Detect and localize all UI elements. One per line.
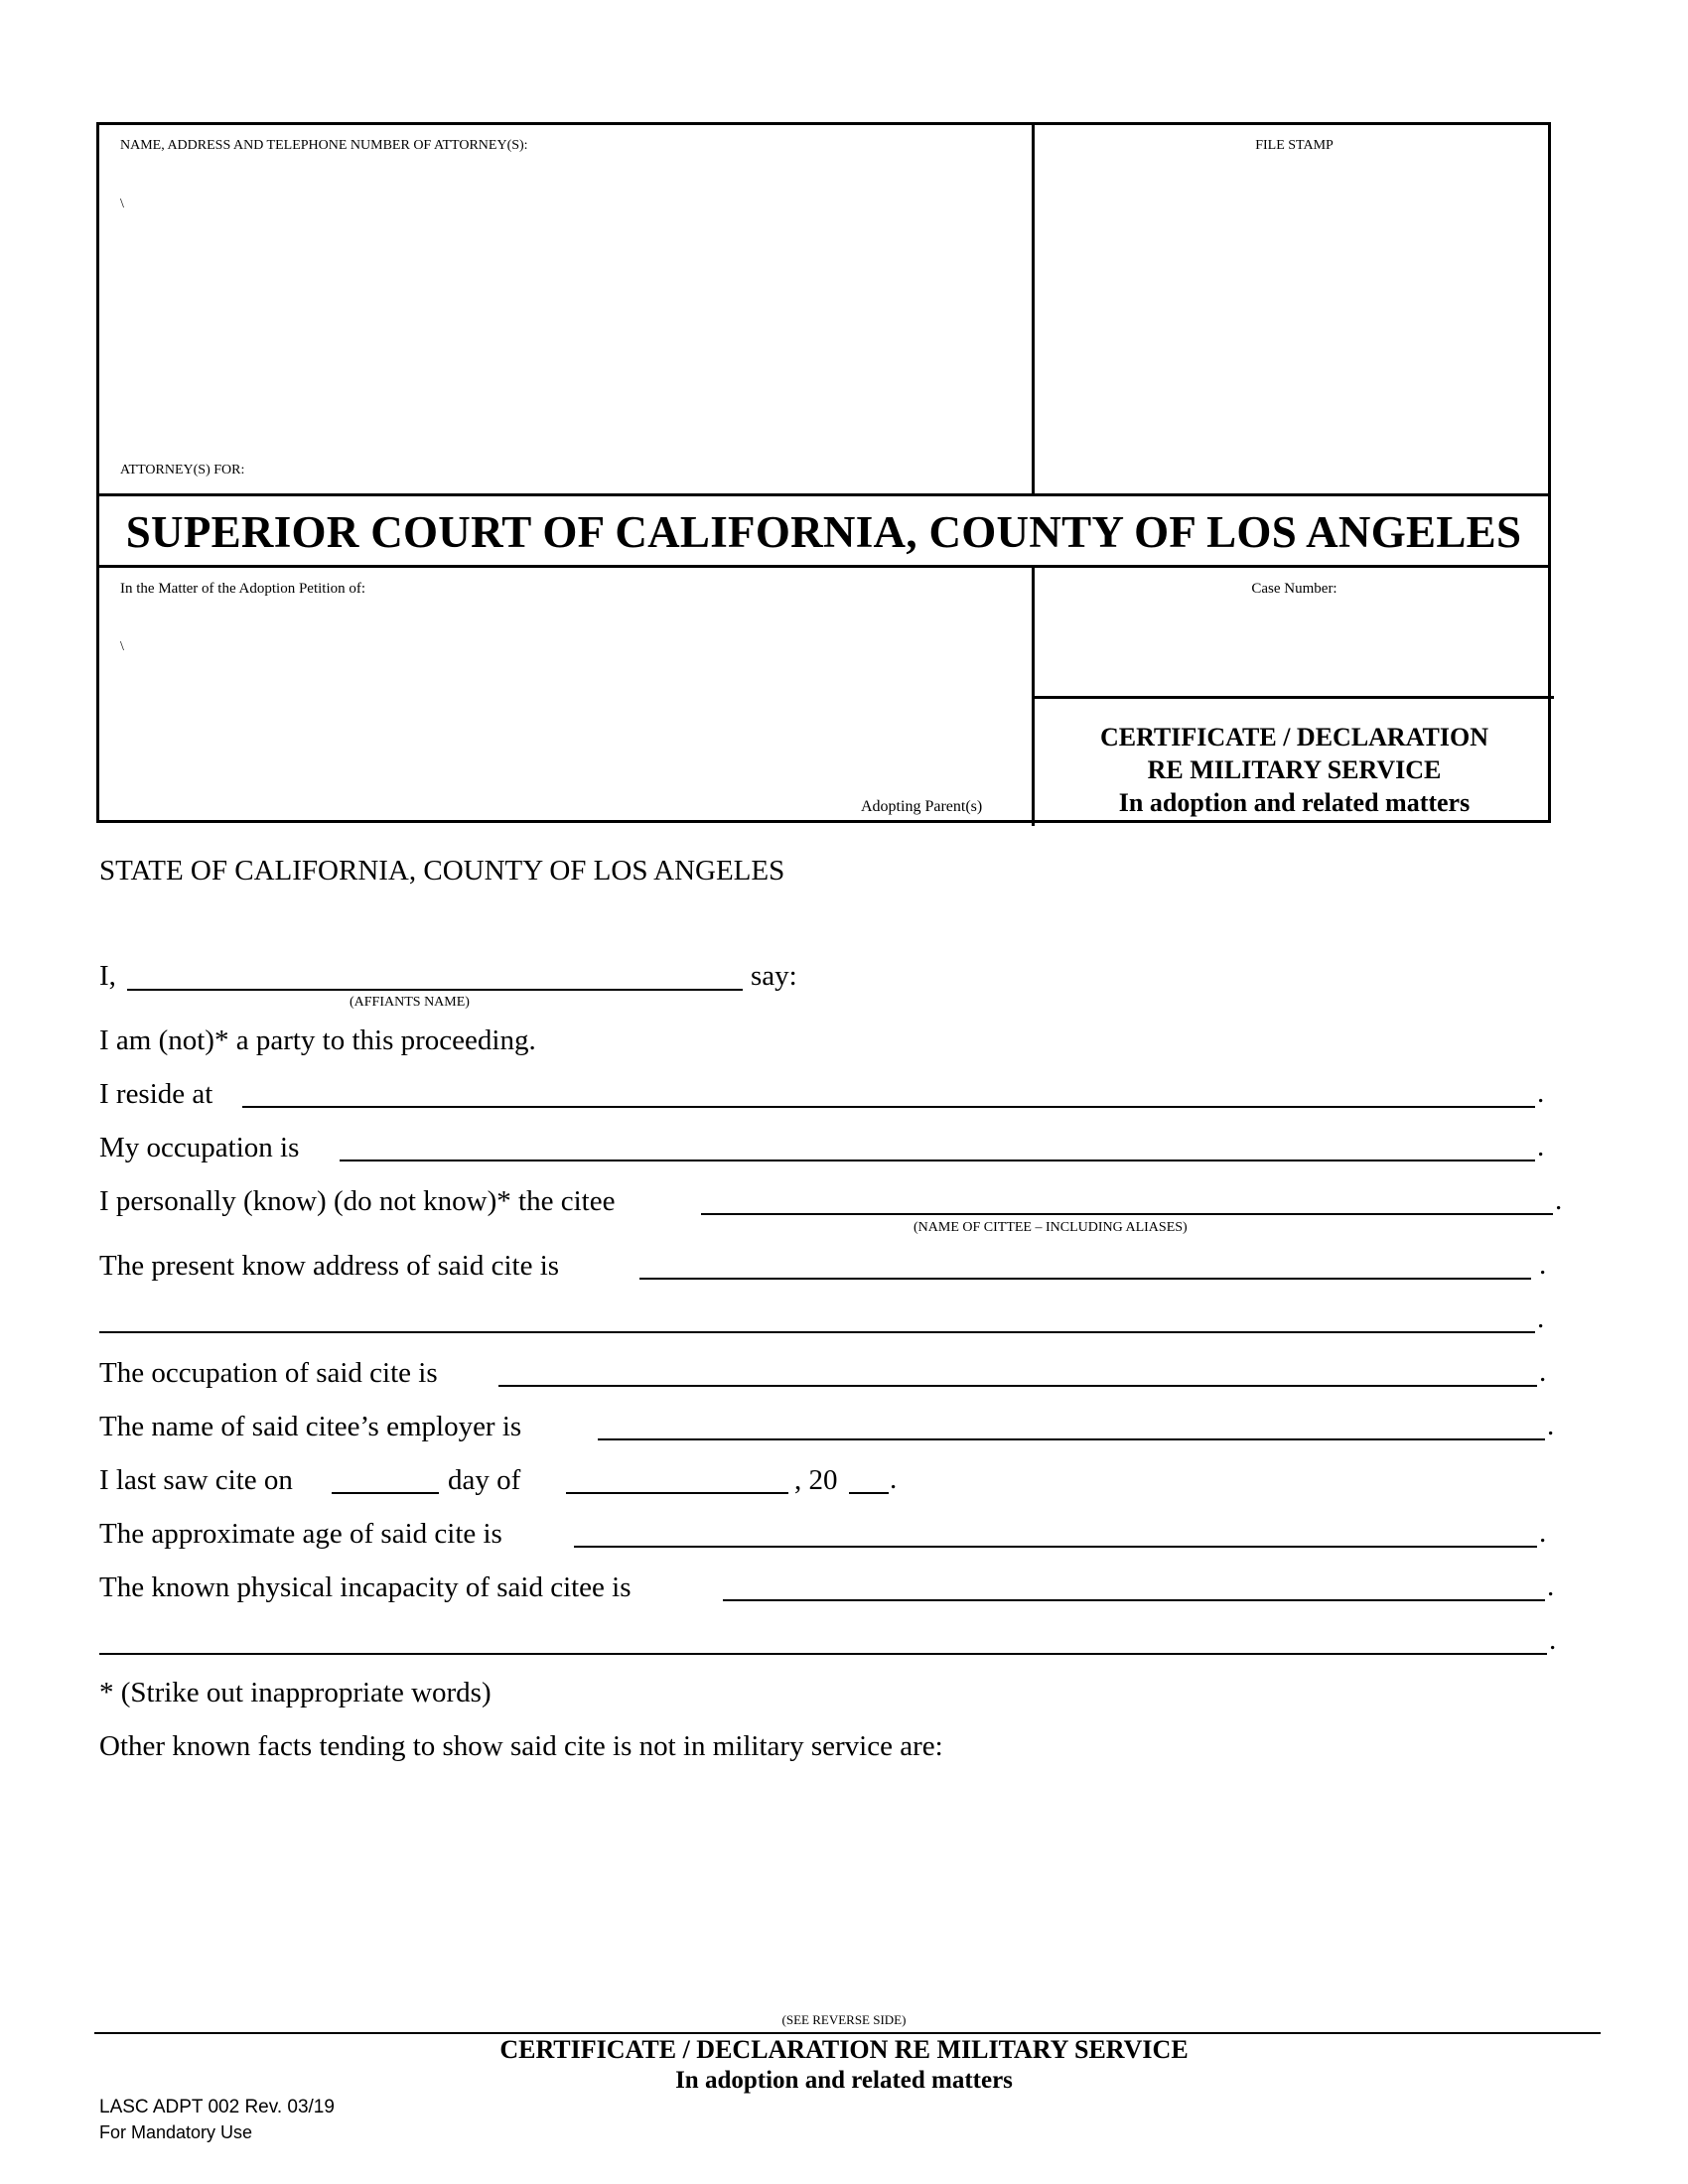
attorney-mark: \ xyxy=(120,197,124,211)
citee-name-field[interactable] xyxy=(701,1213,1553,1215)
period: . xyxy=(1537,1131,1545,1162)
period: . xyxy=(1539,1249,1547,1281)
know-citee-label: I personally (know) (do not know)* the citee xyxy=(99,1185,616,1217)
cert-title-line1: CERTIFICATE / DECLARATION xyxy=(1099,723,1489,751)
day-of-label: day of xyxy=(448,1464,521,1496)
residence-field[interactable] xyxy=(242,1106,1535,1108)
incapacity-label: The known physical incapacity of said citee is xyxy=(99,1571,632,1603)
attorney-for-label: ATTORNEY(S) FOR: xyxy=(120,463,245,478)
period: . xyxy=(1555,1184,1563,1216)
mandatory-use: For Mandatory Use xyxy=(99,2122,253,2142)
other-facts-label: Other known facts tending to show said cite is not in military service are: xyxy=(99,1730,943,1762)
age-field[interactable] xyxy=(574,1546,1537,1548)
last-saw-day-field[interactable] xyxy=(332,1492,439,1494)
last-saw-year-field[interactable] xyxy=(849,1492,889,1494)
adoption-petition-field[interactable] xyxy=(113,607,1017,785)
last-saw-month-field[interactable] xyxy=(566,1492,788,1494)
divider xyxy=(99,565,1548,568)
attorney-label: NAME, ADDRESS AND TELEPHONE NUMBER OF ATTORNEY(S): xyxy=(120,138,528,153)
i-prefix: I, xyxy=(99,960,116,992)
court-title: SUPERIOR COURT OF CALIFORNIA, COUNTY OF LOS ANGELES xyxy=(125,507,1522,557)
period: . xyxy=(890,1463,898,1495)
adopting-parents-label: Adopting Parent(s) xyxy=(861,798,983,815)
state-county-line: STATE OF CALIFORNIA, COUNTY OF LOS ANGELES xyxy=(99,855,785,887)
period: . xyxy=(1547,1570,1555,1602)
period: . xyxy=(1537,1077,1545,1109)
citee-occupation-field[interactable] xyxy=(498,1385,1537,1387)
occupation-label: My occupation is xyxy=(99,1132,300,1163)
employer-field[interactable] xyxy=(598,1438,1545,1440)
cert-title-line3: In adoption and related matters xyxy=(1118,788,1471,817)
divider xyxy=(99,493,1548,496)
citee-address-label: The present know address of said cite is xyxy=(99,1250,560,1282)
period: . xyxy=(1547,1410,1555,1441)
occupation-field[interactable] xyxy=(340,1160,1535,1161)
reside-label: I reside at xyxy=(99,1078,213,1110)
affiant-name-field[interactable] xyxy=(127,989,743,991)
period: . xyxy=(1539,1356,1547,1388)
citee-address-field-line2[interactable] xyxy=(99,1331,1535,1333)
caption-table xyxy=(96,122,1551,823)
cert-title-line2: RE MILITARY SERVICE xyxy=(1147,755,1442,784)
case-number-field[interactable] xyxy=(1053,607,1539,686)
matter-mark: \ xyxy=(120,639,124,654)
strike-note: * (Strike out inappropriate words) xyxy=(99,1677,492,1708)
divider xyxy=(1032,125,1035,494)
affiant-caption: (AFFIANTS NAME) xyxy=(350,995,470,1010)
period: . xyxy=(1549,1624,1557,1656)
say-suffix: say: xyxy=(751,960,797,992)
case-number-label: Case Number: xyxy=(1251,581,1337,597)
year-prefix: , 20 xyxy=(794,1464,838,1496)
form-code: LASC ADPT 002 Rev. 03/19 xyxy=(99,2097,335,2117)
period: . xyxy=(1539,1517,1547,1549)
file-stamp-label: FILE STAMP xyxy=(1255,138,1334,153)
incapacity-field-line2[interactable] xyxy=(99,1653,1547,1655)
footer-title-line2: In adoption and related matters xyxy=(675,2067,1013,2094)
incapacity-field[interactable] xyxy=(723,1599,1545,1601)
period: . xyxy=(1537,1302,1545,1334)
footer-title-line1: CERTIFICATE / DECLARATION RE MILITARY SERVICE xyxy=(499,2035,1189,2064)
last-saw-label: I last saw cite on xyxy=(99,1464,293,1496)
citee-address-field[interactable] xyxy=(639,1278,1531,1280)
citee-caption: (NAME OF CITTEE – INCLUDING ALIASES) xyxy=(914,1220,1188,1235)
certificate-title xyxy=(1035,721,1554,819)
employer-label: The name of said citee’s employer is xyxy=(99,1411,522,1442)
attorney-info-field[interactable] xyxy=(113,165,1017,433)
citee-occupation-label: The occupation of said cite is xyxy=(99,1357,438,1389)
other-facts-field[interactable] xyxy=(99,1777,1549,2005)
party-line: I am (not)* a party to this proceeding. xyxy=(99,1024,536,1056)
see-reverse-side: (SEE REVERSE SIDE) xyxy=(781,2012,907,2027)
age-label: The approximate age of said cite is xyxy=(99,1518,502,1550)
footer-rule xyxy=(94,2032,1601,2034)
matter-label: In the Matter of the Adoption Petition of: xyxy=(120,581,366,597)
divider xyxy=(1032,696,1554,699)
